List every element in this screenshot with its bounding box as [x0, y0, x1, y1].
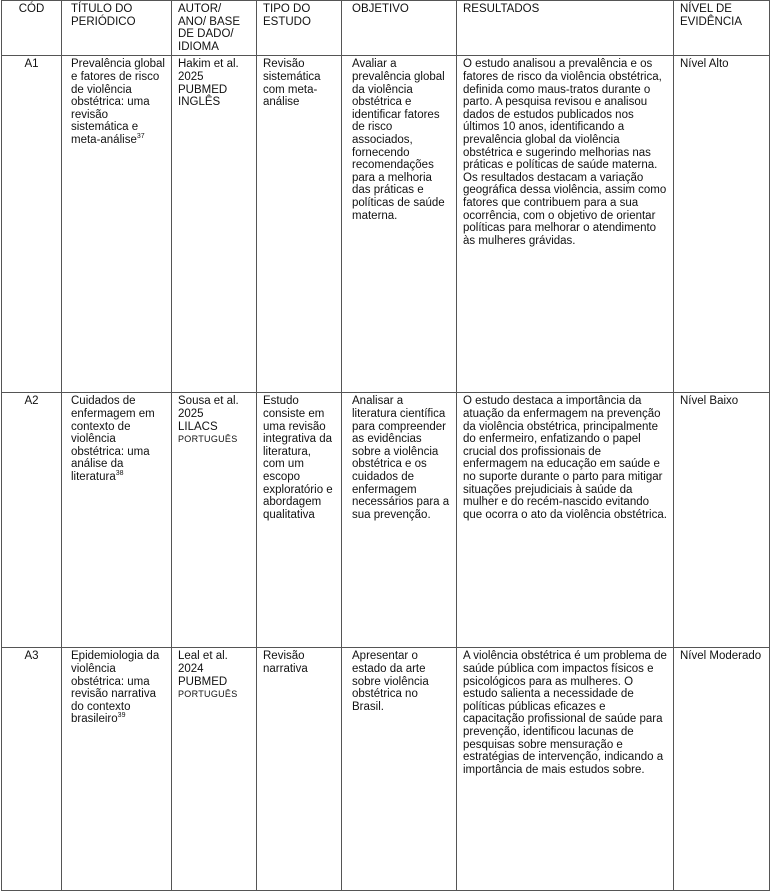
cell-titulo	[62, 56, 172, 393]
table-row	[2, 393, 770, 648]
cell-tipo: Estudo consiste em uma revisão integrativa da literatura, com um escopo exploratório e abordagem qualitativa	[257, 393, 342, 648]
cell-resultados: A violência obstétrica é um problema de saúde pública com impactos físicos e psicológicos para as mulheres. O estudo salienta a necessidade de políticas públicas eficazes e capacitação profissional de saúde para prevenção, identificou lacunas de pesquisas sobre mensuração e estratégias de intervenção, indicando a importância de mais estudos sobre.	[457, 648, 674, 891]
evidence-table	[1, 0, 770, 891]
cell-resultados: O estudo analisou a prevalência e os fatores de risco da violência obstétrica, definida como maus-tratos durante o parto. A pesquisa revisou e analisou dados de estudos publicados nos últimos 10 anos, identificando a prevalência global da violência obstétrica e sugerindo melhorias nas práticas e políticas de saúde materna. Os resultados destacam a variação geográfica dessa violência, assim como fatores que contribuem para a sua ocorrência, com o objetivo de orientar políticas para melhorar o atendimento às mulheres grávidas.	[457, 56, 674, 393]
header-autor: AUTOR/ ANO/ BASE DE DADO/ IDIOMA	[172, 1, 257, 56]
idioma: PORTUGUÊS	[178, 689, 238, 700]
autor-ano: Sousa et al. 2025	[178, 395, 239, 420]
base-dados: LILACS	[178, 420, 218, 433]
cell-nivel: Nível Baixo	[674, 393, 770, 648]
cell-nivel: Nível Moderado	[674, 648, 770, 891]
cell-objetivo: Avaliar a prevalência global da violência obstétrica e identificar fatores de risco associados, fornecendo recomendações para a melhoria das práticas e políticas de saúde materna.	[342, 56, 457, 393]
cell-cod: A2	[2, 393, 62, 648]
header-nivel: NÍVEL DE EVIDÊNCIA	[674, 1, 770, 56]
cell-resultados: O estudo destaca a importância da atuação da enfermagem na prevenção da violência obstétrica, principalmente do enfermeiro, enfatizando o papel crucial dos profissionais de enfermagem na educação em saúde e no suporte durante o parto para mitigar situações prejudiciais à saúde da mulher e do recém-nascido evitando que ocorra o ato da violência obstétrica.	[457, 393, 674, 648]
titulo-text: Epidemiologia da violência obstétrica: uma revisão narrativa do contexto brasileiro	[71, 650, 160, 726]
header-titulo: TÍTULO DO PERIÓDICO	[62, 1, 172, 56]
reference-number: 39	[117, 712, 126, 720]
cell-titulo	[62, 393, 172, 648]
idioma: INGLÊS	[178, 96, 221, 109]
header-tipo: TIPO DO ESTUDO	[257, 1, 342, 56]
reference-number: 38	[115, 470, 124, 478]
cell-autor	[172, 56, 257, 393]
cell-cod: A3	[2, 648, 62, 891]
cell-titulo	[62, 648, 172, 891]
titulo-text: Cuidados de enfermagem em contexto de violência obstétrica: uma análise da literatura	[71, 395, 155, 483]
table-row	[2, 56, 770, 393]
cell-autor	[172, 648, 257, 891]
cell-cod: A1	[2, 56, 62, 393]
titulo-text: Prevalência global e fatores de risco de violência obstétrica: uma revisão sistemática e meta-análise	[71, 58, 165, 146]
cell-objetivo: Apresentar o estado da arte sobre violência obstétrica no Brasil.	[342, 648, 457, 891]
base-dados: PUBMED	[178, 83, 228, 96]
autor-ano: Leal et al. 2024	[178, 650, 228, 675]
idioma: PORTUGUÊS	[178, 434, 238, 445]
cell-objetivo: Analisar a literatura científica para compreender as evidências sobre a violência obstétrica e os cuidados de enfermagem necessários para a sua prevenção.	[342, 393, 457, 648]
cell-tipo: Revisão narrativa	[257, 648, 342, 891]
cell-tipo: Revisão sistemática com meta-análise	[257, 56, 342, 393]
autor-ano: Hakim et al. 2025	[178, 58, 239, 83]
cell-autor	[172, 393, 257, 648]
header-cod: CÓD	[2, 1, 62, 56]
base-dados: PUBMED	[178, 675, 228, 688]
cell-nivel: Nível Alto	[674, 56, 770, 393]
header-resultados: RESULTADOS	[457, 1, 674, 56]
table-header-row	[2, 1, 770, 56]
header-objetivo: OBJETIVO	[342, 1, 457, 56]
reference-number: 37	[136, 133, 145, 141]
table-row	[2, 648, 770, 891]
